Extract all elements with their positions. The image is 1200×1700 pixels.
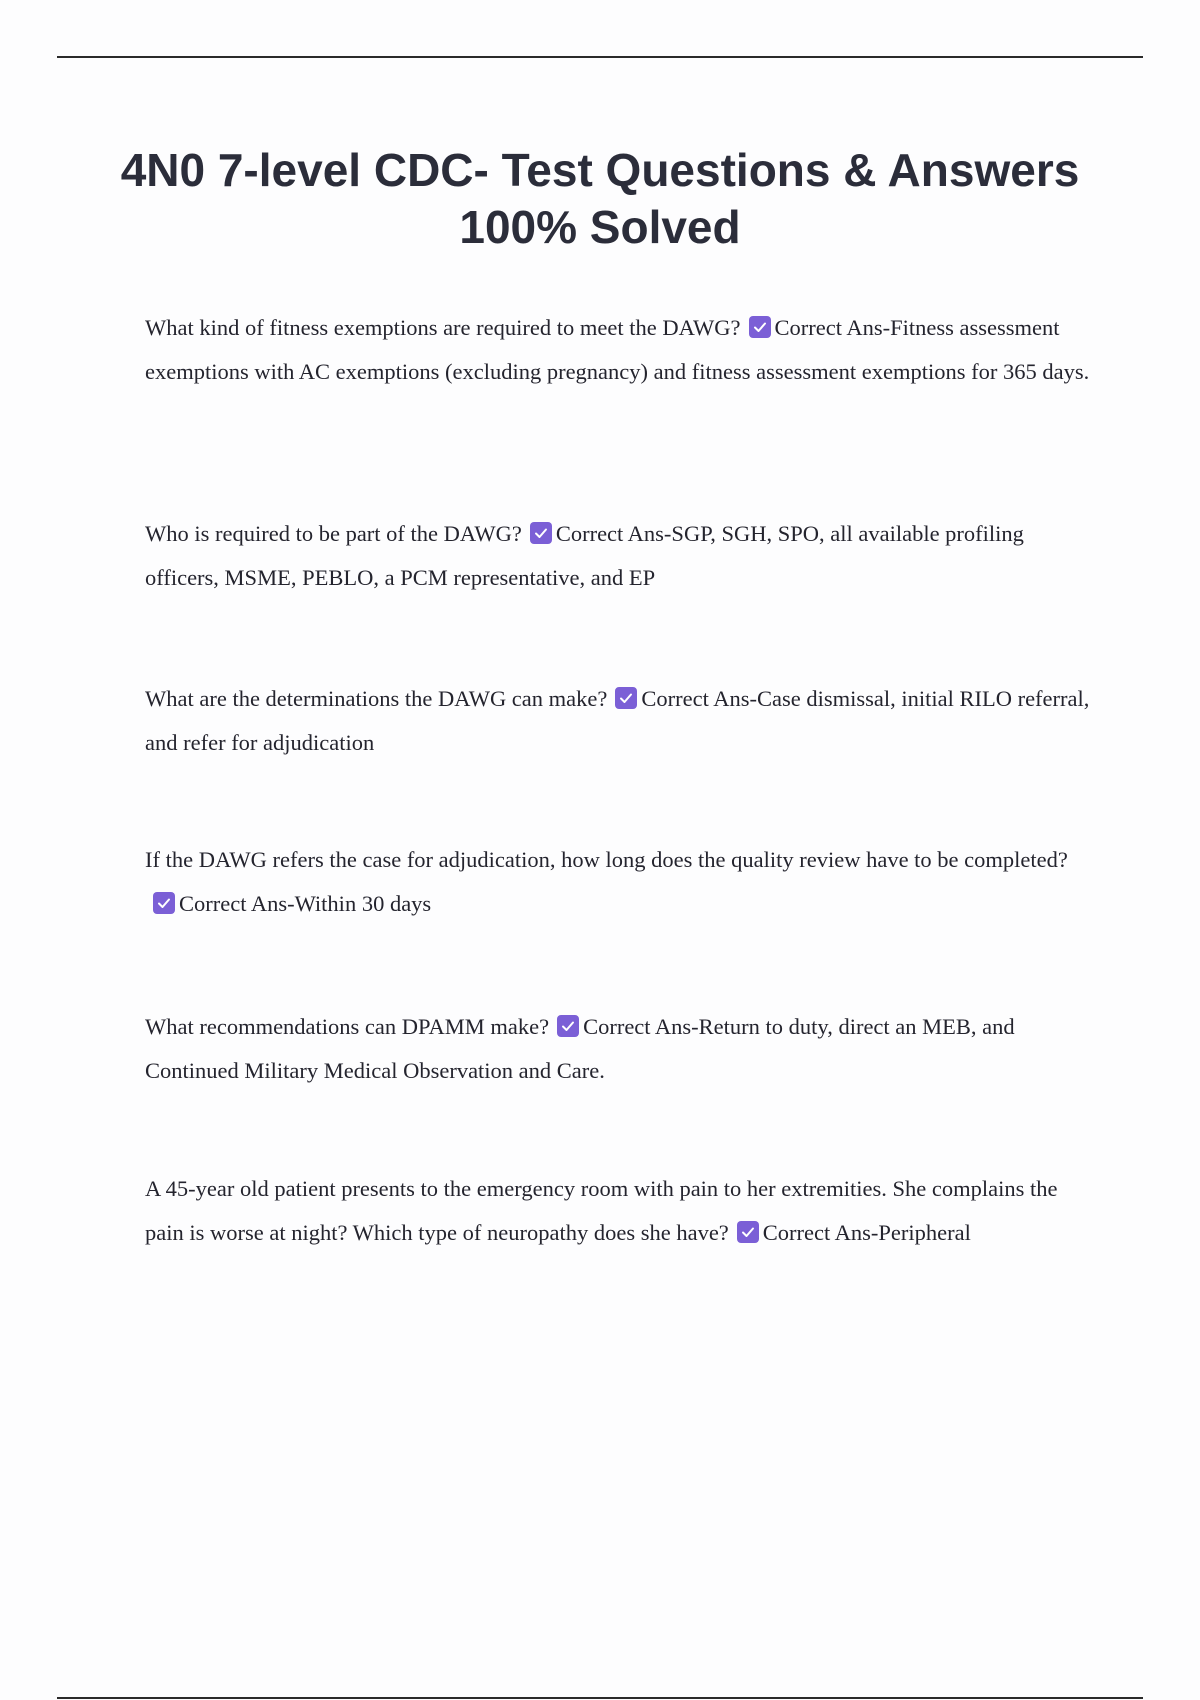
checkbox-checked-icon [153, 892, 175, 914]
top-divider [57, 56, 1143, 58]
answer-text: Correct Ans-Peripheral [762, 1220, 971, 1245]
question-text: If the DAWG refers the case for adjudication, how long does the quality review have to be completed? [145, 847, 1068, 872]
question-text: What recommendations can DPAMM make? [145, 1014, 550, 1039]
checkbox-checked-icon [749, 316, 771, 338]
answer-text: Correct Ans-SGP, SGH, SPO, all available profiling officers, MSME, PEBLO, a PCM representative, and EP [145, 521, 1024, 590]
qa-item-2 [145, 512, 1090, 600]
answer-text: Correct Ans-Within 30 days [179, 891, 432, 916]
answer-text: Correct Ans-Return to duty, direct an MEB, and Continued Military Medical Observation and Care. [145, 1014, 1015, 1083]
question-text: A 45-year old patient presents to the emergency room with pain to her extremities. She complains the pain is worse at night? Which type of neuropathy does she have? [145, 1176, 1058, 1245]
checkbox-checked-icon [557, 1015, 579, 1037]
checkbox-checked-icon [530, 522, 552, 544]
answer-text: Correct Ans-Case dismissal, initial RILO referral, and refer for adjudication [145, 686, 1090, 755]
question-text: What kind of fitness exemptions are required to meet the DAWG? [145, 315, 741, 340]
answer-text: Correct Ans-Fitness assessment exemptions with AC exemptions (excluding pregnancy) and fitness assessment exemptions for 365 days. [145, 315, 1090, 384]
qa-item-1 [145, 306, 1090, 394]
qa-item-6 [145, 1167, 1090, 1255]
checkbox-checked-icon [615, 687, 637, 709]
qa-item-4 [145, 838, 1090, 926]
question-text: What are the determinations the DAWG can make? [145, 686, 608, 711]
question-text: Who is required to be part of the DAWG? [145, 521, 522, 546]
bottom-divider [57, 1697, 1143, 1699]
checkbox-checked-icon [737, 1221, 759, 1243]
qa-item-5 [145, 1005, 1090, 1093]
page-title: 4N0 7-level CDC- Test Questions & Answers 100% Solved [120, 144, 1080, 253]
qa-item-3 [145, 677, 1090, 765]
